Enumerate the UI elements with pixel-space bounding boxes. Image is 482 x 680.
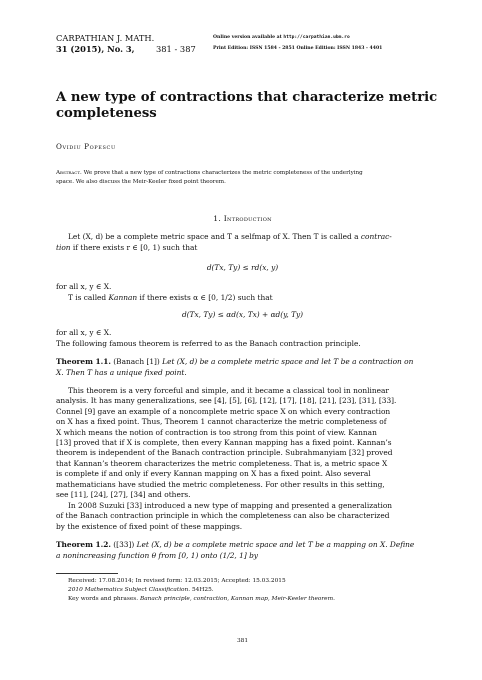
online-prefix: Online version available at: [213, 35, 282, 40]
text-line: analysis. It has many generalizations, see [4], [5], [6], [12], [17], [18], [21], [23], [31], [33].: [56, 396, 397, 406]
kannan-definition: T is called Kannan if there exists α ∈ [0, 1/2) such that: [68, 293, 273, 302]
abstract-label: Abstract.: [56, 170, 82, 176]
theorem-1-2-line-2: a nonincreasing function θ from [0, 1) onto (1/2, 1] by: [56, 551, 258, 560]
text-line: theorem is independent of the Banach contraction principle. Subrahmanyiam [32] proved: [56, 448, 393, 458]
abstract-text-1: We prove that a new type of contractions characterizes the metric completeness of the underlying: [83, 170, 363, 176]
abstract: [56, 169, 429, 187]
msc-classification: 2010 Mathematics Subject Classification. 54H25.: [68, 587, 214, 594]
text-line: see [11], [24], [27], [34] and others.: [56, 490, 191, 500]
theorem-1-1: Theorem 1.1. (Banach [1]) Let (X, d) be a complete metric space and let T be a contraction on: [56, 357, 414, 366]
keywords: Key words and phrases. Banach principle, contraction, Kannan map, Meir-Keeler theorem.: [68, 596, 335, 603]
intro-line-2: tion if there exists r ∈ [0, 1) such that: [56, 243, 198, 252]
paper-title-line-2: completeness: [56, 106, 157, 121]
paragraph-suzuki: [56, 501, 429, 532]
section-heading: 1. Introduction: [213, 214, 272, 223]
forall-line-1: for all x, y ∈ X.: [56, 282, 112, 291]
theorem-1-2-label: Theorem 1.2.: [56, 540, 111, 549]
paper-title-line-1: A new type of contractions that characterize metric: [56, 90, 438, 105]
text-line: X which means the notion of contraction is too strong from this point of view. Kannan: [56, 427, 377, 437]
text-line: that Kannan’s theorem characterizes the metric completeness. That is, a metric space X: [56, 458, 388, 468]
text-line: of the Banach contraction principle in which the completeness can also be characterized: [56, 511, 390, 521]
text-line: is complete if and only if every Kannan mapping on X has a fixed point. Also several: [56, 469, 371, 479]
page-range: 381 - 387: [156, 44, 196, 54]
intro-line-1: Let (X, d) be a complete metric space and T a selfmap of X. Then T is called a contrac-: [68, 232, 392, 241]
forall-line-2: for all x, y ∈ X.: [56, 328, 112, 337]
footnote-rule: [56, 573, 118, 574]
text-line: by the existence of fixed point of these mappings.: [56, 521, 243, 531]
journal-url[interactable]: http://carpathian.ubm.ro: [283, 35, 350, 40]
page-number: 381: [236, 638, 249, 644]
paragraph-generalizations: [56, 386, 429, 500]
text-line: mathematicians have studied the metric completeness. For other results in this setting,: [56, 479, 385, 489]
author-name: Ovidiu Popescu: [56, 142, 116, 151]
volume-line: 31 (2015), No. 3,: [56, 44, 135, 54]
famous-theorem-line: The following famous theorem is referred to as the Banach contraction principle.: [56, 339, 361, 348]
equation-kannan: d(Tx, Ty) ≤ αd(x, Tx) + αd(y, Ty): [181, 310, 304, 319]
theorem-1-1-line-2: X. Then T has a unique fixed point.: [56, 368, 187, 377]
equation-contraction: d(Tx, Ty) ≤ rd(x, y): [206, 263, 279, 272]
text-line: [13] proved that if X is complete, then every Kannan mapping has a fixed point. Kannan’s: [56, 438, 392, 448]
abstract-text-2: space. We also discuss the Meir-Keeler fixed point theorem.: [56, 179, 226, 185]
text-line: This theorem is a very forceful and simple, and it became a classical tool in nonlinear: [68, 386, 389, 395]
theorem-1-1-label: Theorem 1.1.: [56, 357, 111, 366]
text-line: on X has a fixed point. Thus, Theorem 1 cannot characterize the metric completeness of: [56, 417, 387, 427]
text-line: Connel [9] gave an example of a noncomplete metric space X on which every contraction: [56, 406, 391, 416]
theorem-1-2: Theorem 1.2. ([33]) Let (X, d) be a complete metric space and let T be a mapping on X. Define: [56, 540, 415, 549]
footnote: [68, 577, 335, 605]
text-line: In 2008 Suzuki [33] introduced a new type of mapping and presented a generalization: [68, 501, 393, 510]
received-dates: Received: 17.08.2014; In revised form: 12.03.2015; Accepted: 15.03.2015: [68, 578, 286, 584]
print-edition-line: Print Edition: ISSN 1584 - 2851 Online Edition: ISSN 1843 - 4401: [213, 46, 383, 51]
journal-name: CARPATHIAN J. MATH.: [56, 33, 155, 43]
online-version-line: [213, 35, 350, 42]
